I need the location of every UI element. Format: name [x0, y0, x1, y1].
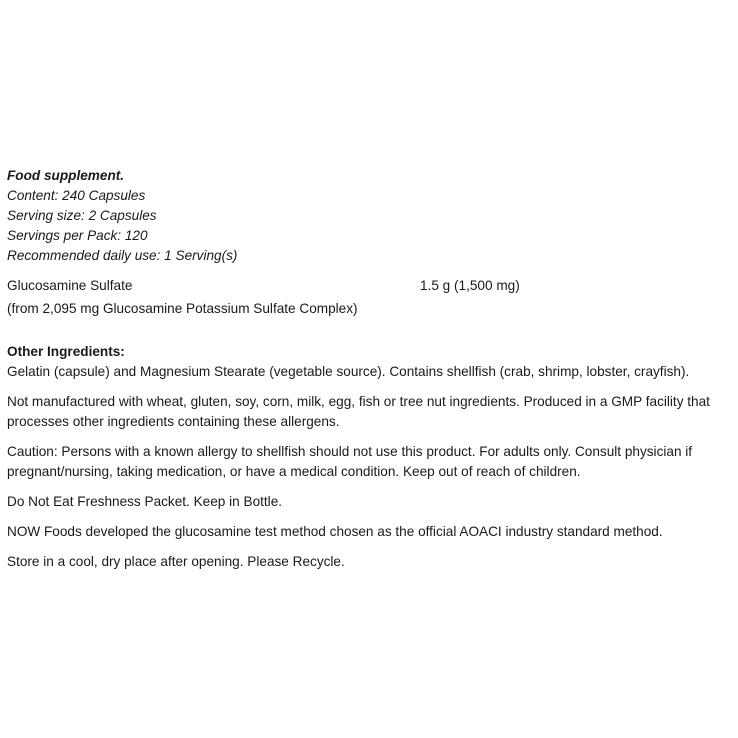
- label-title: Food supplement.: [7, 168, 125, 183]
- freshness-packet-note: Do Not Eat Freshness Packet. Keep in Bottle.: [7, 494, 283, 509]
- caution-statement-line-1: Caution: Persons with a known allergy to shellfish should not use this product. For adults only. Consult physician if: [7, 444, 693, 459]
- recommended-daily-use: Recommended daily use: 1 Serving(s): [7, 248, 238, 263]
- nutrient-row: [7, 276, 737, 296]
- other-ingredients-heading: Other Ingredients:: [7, 344, 125, 359]
- allergen-statement-line-2: processes other ingredients containing these allergens.: [7, 414, 340, 429]
- storage-note: Store in a cool, dry place after opening. Please Recycle.: [7, 554, 345, 569]
- caution-statement-line-2: pregnant/nursing, taking medication, or have a medical condition. Keep out of reach of children.: [7, 464, 581, 479]
- test-method-note: NOW Foods developed the glucosamine test method chosen as the official AOACI industry standard method.: [7, 524, 663, 539]
- content-count: Content: 240 Capsules: [7, 188, 146, 203]
- nutrient-amount: 1.5 g (1,500 mg): [420, 278, 520, 293]
- allergen-statement-line-1: Not manufactured with wheat, gluten, soy, corn, milk, egg, fish or tree nut ingredients. Produced in a GMP facility that: [7, 394, 710, 409]
- other-ingredients-text: Gelatin (capsule) and Magnesium Stearate (vegetable source). Contains shellfish (crab, shrimp, lobster, crayfish).: [7, 364, 690, 379]
- supplement-label: [7, 166, 737, 572]
- nutrient-source: (from 2,095 mg Glucosamine Potassium Sulfate Complex): [7, 301, 358, 316]
- nutrient-name: Glucosamine Sulfate: [7, 278, 133, 293]
- servings-per-pack: Servings per Pack: 120: [7, 228, 148, 243]
- serving-size: Serving size: 2 Capsules: [7, 208, 157, 223]
